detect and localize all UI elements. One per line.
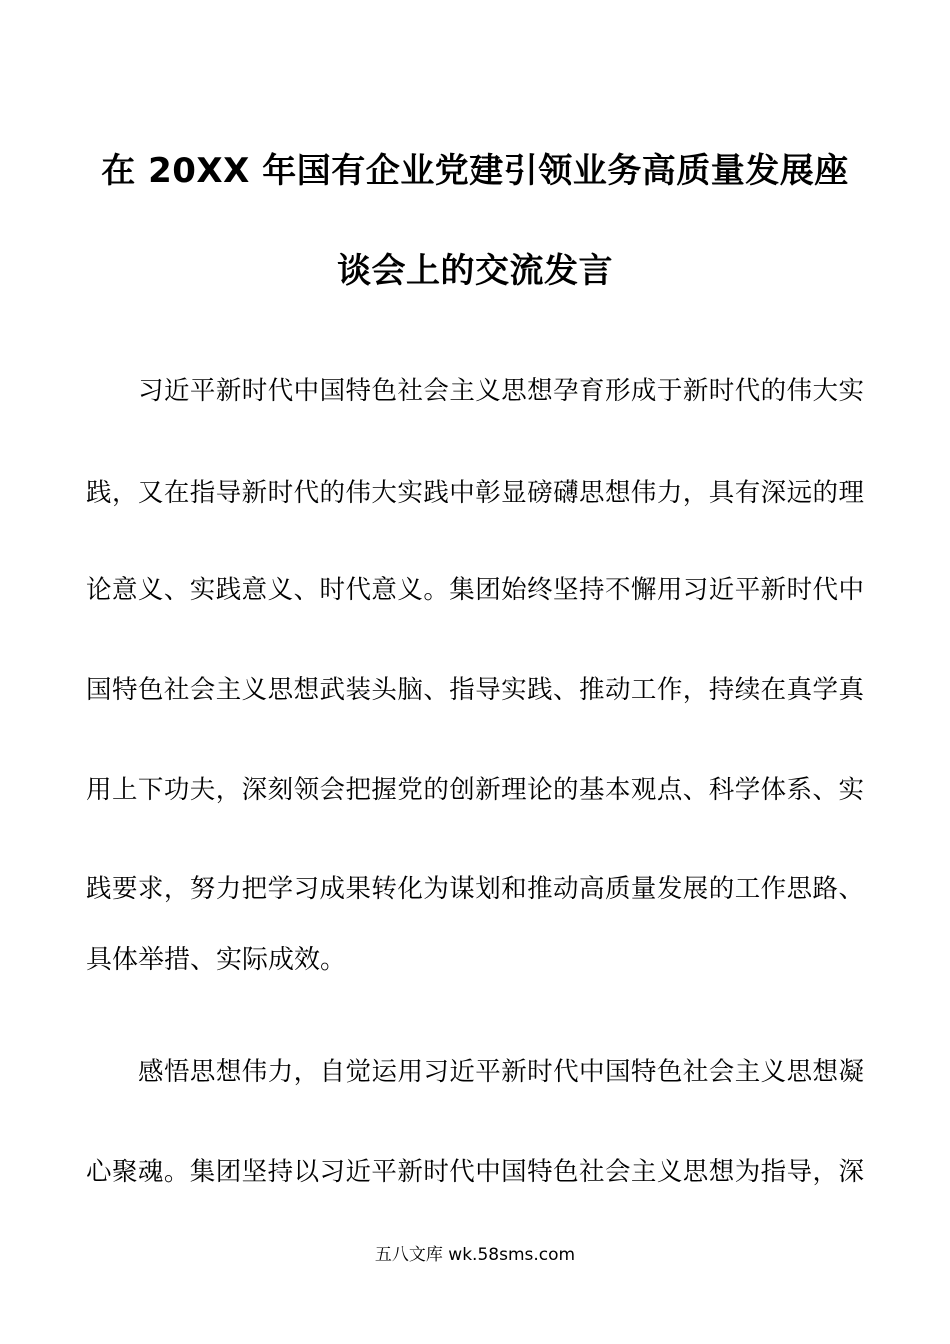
- paragraph-1-line-1: 习近平新时代中国特色社会主义思想孕育形成于新时代的伟大实: [138, 376, 864, 406]
- footer-watermark: 五八文库 wk.58sms.com: [374, 1245, 576, 1265]
- paragraph-1-line-6: 践要求，努力把学习成果转化为谋划和推动高质量发展的工作思路、: [86, 874, 864, 904]
- paragraph-1-line-7: 具体举措、实际成效。: [86, 945, 347, 975]
- document-title-line-2: 谈会上的交流发言: [337, 251, 613, 291]
- paragraph-1-line-5: 用上下功夫，深刻领会把握党的创新理论的基本观点、科学体系、实: [86, 775, 864, 805]
- paragraph-2-line-2: 心聚魂。集团坚持以习近平新时代中国特色社会主义思想为指导，深: [86, 1157, 864, 1187]
- paragraph-1-line-2: 践，又在指导新时代的伟大实践中彰显磅礴思想伟力，具有深远的理: [86, 478, 864, 508]
- paragraph-1-line-4: 国特色社会主义思想武装头脑、指导实践、推动工作，持续在真学真: [86, 675, 864, 705]
- paragraph-1-line-3: 论意义、实践意义、时代意义。集团始终坚持不懈用习近平新时代中: [86, 575, 864, 605]
- document-title-line-1: 在 20XX 年国有企业党建引领业务高质量发展座: [101, 151, 849, 191]
- paragraph-2-line-1: 感悟思想伟力，自觉运用习近平新时代中国特色社会主义思想凝: [138, 1057, 864, 1087]
